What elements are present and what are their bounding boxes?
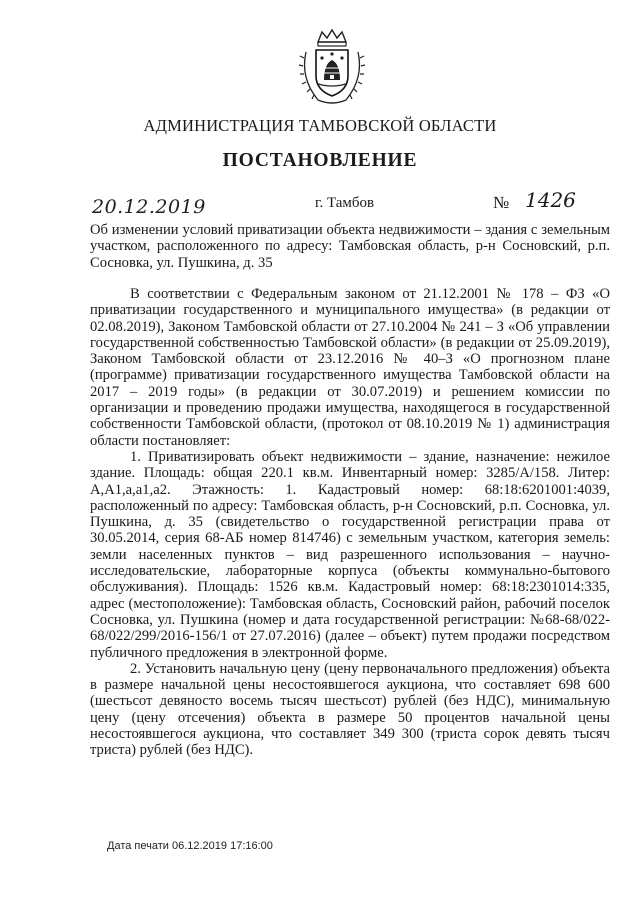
print-date-footer: Дата печати 06.12.2019 17:16:00	[107, 840, 273, 852]
document-type-heading: ПОСТАНОВЛЕНИЕ	[222, 150, 418, 171]
organization-title: АДМИНИСТРАЦИЯ ТАМБОВСКОЙ ОБЛАСТИ	[143, 116, 497, 135]
tambov-coat-of-arms-icon	[296, 28, 368, 108]
document-number-label: №	[493, 193, 510, 212]
document-number: 1426	[525, 188, 576, 212]
document-city: г. Тамбов	[315, 195, 375, 211]
clause-1-paragraph: 1. Приватизировать объект недвижимости – здание, назначение: нежилое здание. Площадь: общая 220.1 кв.м. Инвентарный номер: 3285/А/158. Литер: А,А1,а,а1,а2. Этажность: 1. Кадастровый номер: 68:18:6201001:4039, расположенный по адресу: Тамбовская область, р-н Сосновский, р.п. Сосновка, ул. Пушкина, д. 35 (свидетельство о государственной регистрации права от 30.05.2014, серия 68-АБ номер 814746) с земельным участком, категория земель: земли населенных пунктов – вид разрешенного использования – научно-исследовательские, лабораторные корпуса (объекты коммунально-бытового обслуживания). Площадь: 1526 кв.м. Кадастровый номер: 68:18:2301014:335, адрес (местоположение): Тамбовская область, Сосновский район, рабочий поселок Сосновка, ул. Пушкина (номер и дата государственной регистрации: №68-68/022-68/022/299/2016-156/1 от 27.07.2016) (далее – объект) путем продажи посредством публичного предложения в электронной форме.	[90, 448, 610, 661]
document-body	[90, 286, 610, 759]
document-date: 20.12.2019	[92, 196, 206, 218]
preamble-paragraph: В соответствии с Федеральным законом от 21.12.2001 № 178 – ФЗ «О приватизации государственного и муниципального имущества» (в редакции от 02.08.2019), Законом Тамбовской области от 27.10.2004 № 241 – З «Об управлении государственной собственностью Тамбовской области» (в редакции от 25.09.2019), Законом Тамбовской области от 23.12.2016 № 40–З «О прогнозном плане (программе) приватизации государственного имущества Тамбовской области на 2017 – 2019 годы» (в редакции от 30.07.2019) и решением комиссии по организации и проведению продажи имущества, находящегося в государственной собственности Тамбовской области, (протокол от 08.10.2019 № 1) администрация области постановляет:	[90, 286, 610, 449]
document-subject: Об изменении условий приватизации объекта недвижимости – здания с земельным участком, расположенного по адресу: Тамбовская область, р-н Сосновский, р.п. Сосновка, ул. Пушкина, д. 35	[90, 222, 610, 271]
clause-2-paragraph: 2. Установить начальную цену (цену первоначального предложения) объекта в размере начальной цены несостоявшегося аукциона, что составляет 698 600 (шестьсот девяносто восемь тысяч шестьсот) рублей (без НДС), минимальную цену (цену отсечения) объекта в размере 50 процентов начальной цены несостоявшегося аукциона, что составляет 349 300 (триста сорок девять тысяч триста) рублей (без НДС).	[90, 660, 610, 759]
